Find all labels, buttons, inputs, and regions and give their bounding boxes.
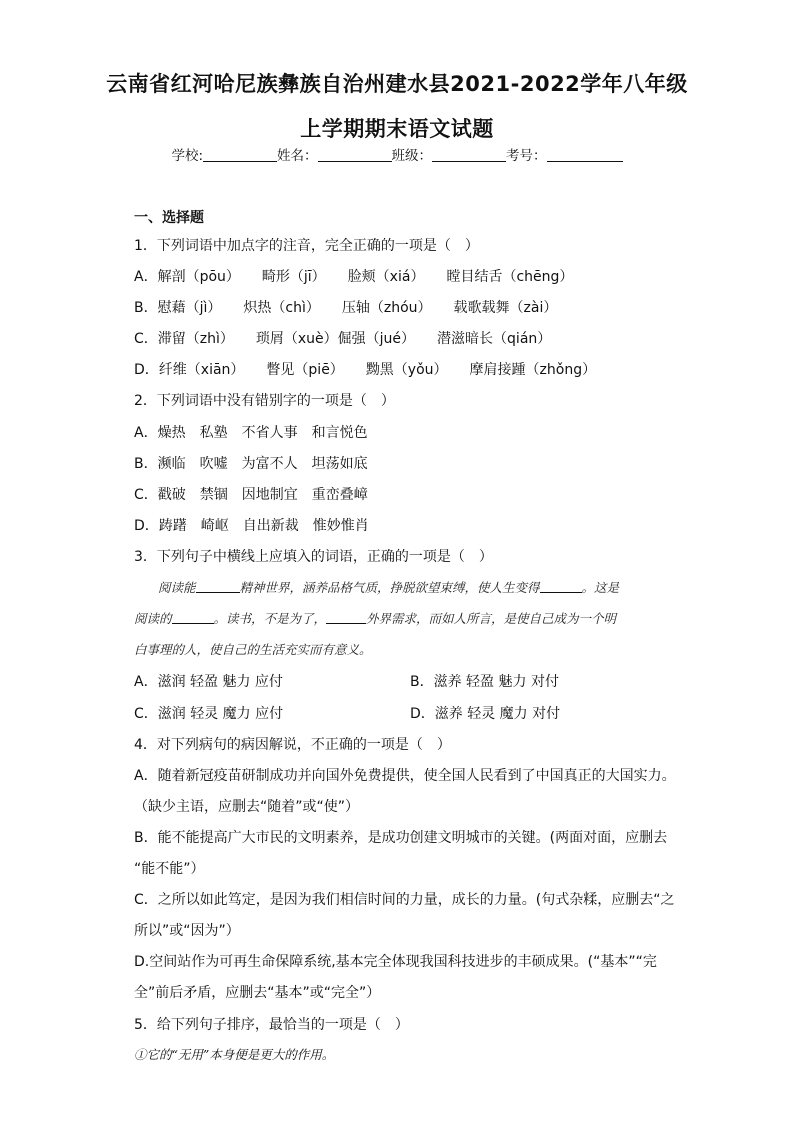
q1-d-2: 瞥见（piē）: [266, 362, 344, 378]
q1-b-2: 炽热（chì）: [243, 300, 320, 316]
q1-c-1: C．滞留（zhì）: [134, 331, 234, 347]
q1-a-1: A．解剖（pōu）: [134, 269, 240, 285]
q1-d-3: 黝黑（yǒu）: [365, 362, 448, 378]
q1-b-3: 压轴（zhóu）: [341, 300, 432, 316]
q3-p2-b: 。读书，不是为了，: [213, 611, 327, 626]
q1-c-2: 琐屑（xuè）倔强（jué）: [255, 331, 416, 347]
q1-b-1: B．慰藉（jì）: [134, 300, 222, 316]
q3-p2-c: 外界需求，而如人所言，是使自己成为一个明: [366, 611, 617, 626]
q5-sentence-1: ①它的“无用”本身便是更大的作用。: [134, 1047, 335, 1062]
q4-option-d-line2: 全”前后矛盾，应删去“基本”或“完全”）: [134, 985, 381, 1001]
q4-option-b-line1: B．能不能提高广大市民的文明素养，是成功创建文明城市的关键。(两面对面，应删去: [134, 830, 668, 846]
q3-option-d: D．滋养 轻灵 魔力 对付: [410, 706, 561, 722]
q1-a-3: 脸颊（xiá）: [347, 269, 425, 285]
q1-option-b: [134, 297, 557, 317]
q1-a-2: 畸形（jī）: [261, 269, 326, 285]
q3-p2-a: 阅读的: [134, 611, 172, 626]
q1-d-1: D．纤维（xiān）: [134, 362, 245, 378]
q2-option-a: A．燥热 私塾 不省人事 和言悦色: [134, 425, 368, 441]
q4-option-d-line1: D.空间站作为可再生命保障系统,基本完全体现我国科技进步的丰硕成果。(“基本”“完: [134, 954, 657, 970]
q4-option-b-line2: “能不能”）: [134, 861, 205, 877]
school-label: 学校:: [171, 148, 204, 164]
q2-stem: 2．下列词语中没有错别字的一项是（ ）: [134, 393, 395, 409]
q3-option-b: B．滋养 轻盈 魅力 对付: [410, 674, 559, 690]
student-info-row: [0, 144, 794, 164]
q5-stem: 5．给下列句子排序，最恰当的一项是（ ）: [134, 1017, 409, 1033]
q3-blank-1: [196, 580, 240, 593]
class-label: 班级：: [391, 148, 433, 164]
q3-p1-c: 。这是: [581, 580, 620, 595]
section-heading: 一、选择题: [134, 210, 204, 226]
q1-b-4: 载歌载舞（zài）: [453, 300, 558, 316]
q4-stem: 4．对下列病句的病因解说，不正确的一项是（ ）: [134, 737, 451, 753]
q1-option-c: [134, 328, 551, 348]
q3-blank-3: [172, 611, 214, 624]
q3-blank-4: [326, 611, 366, 624]
name-blank: [318, 147, 392, 162]
school-blank: [203, 147, 277, 162]
q3-option-c: C．滋润 轻灵 魔力 应付: [134, 706, 284, 722]
q4-option-a-line2: （缺少主语，应删去“随着”或“使”）: [134, 799, 360, 815]
q4-option-a-line1: A．随着新冠疫苗研制成功并向国外免费提供，使全国人民看到了中国真正的大国实力。: [134, 768, 676, 784]
q3-p1-b: 精神世界，涵养品格气质，挣脱欲望束缚，使人生变得: [239, 580, 540, 595]
q1-option-a: [134, 266, 573, 286]
q1-a-4: 瞠目结舌（chēng）: [446, 269, 574, 285]
q2-option-d: D．踌躇 崎岖 自出新裁 惟妙惟肖: [134, 518, 369, 534]
exam-no-label: 考号：: [506, 148, 547, 164]
q3-passage-line2: [134, 609, 674, 627]
q1-stem: 1．下列词语中加点字的注音，完全正确的一项是（ ）: [134, 238, 479, 254]
exam-title-line1: 云南省红河哈尼族彝族自治州建水县2021-2022学年八年级: [106, 72, 688, 96]
class-blank: [432, 147, 506, 162]
exam-no-blank: [547, 147, 623, 162]
exam-title-line2: 上学期期末语文试题: [300, 117, 494, 141]
q3-option-a: A．滋润 轻盈 魅力 应付: [134, 674, 283, 690]
q4-option-c-line2: 所以”或“因为”）: [134, 923, 240, 939]
q3-p1-a: 阅读能: [158, 580, 196, 595]
q3-blank-2: [540, 580, 582, 593]
q1-option-d: [134, 359, 596, 379]
q2-option-b: B．濒临 吹嘘 为富不人 坦荡如底: [134, 456, 368, 472]
q3-stem: 3．下列句子中横线上应填入的词语，正确的一项是（ ）: [134, 549, 493, 565]
q1-d-4: 摩肩接踵（zhǒng）: [469, 362, 597, 378]
q4-option-c-line1: C．之所以如此笃定，是因为我们相信时间的力量，成长的力量。(句式杂糅，应删去“之: [134, 892, 675, 908]
q3-passage-line3: 白事理的人，使自己的生活充实而有意义。: [134, 642, 372, 657]
q3-passage-line1: [158, 578, 698, 596]
q2-option-c: C．戳破 禁锢 因地制宜 重峦叠嶂: [134, 487, 368, 503]
name-label: 姓名：: [277, 148, 318, 164]
q1-c-3: 潜滋暗长（qián）: [437, 331, 552, 347]
